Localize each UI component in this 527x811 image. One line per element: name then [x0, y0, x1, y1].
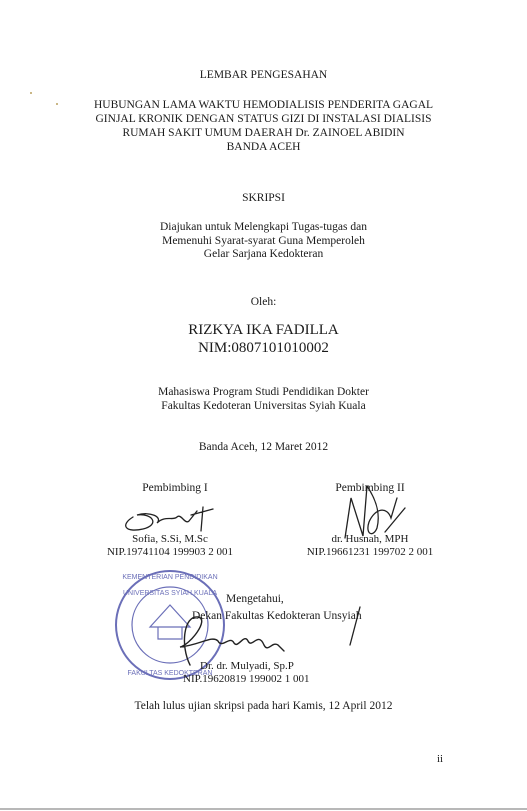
purpose-line: Memenuhi Syarat-syarat Guna Memperoleh	[162, 234, 365, 247]
author-nim: NIM:0807101010002	[198, 340, 329, 356]
passed-note: Telah lulus ujian skripsi pada hari Kamis, 12 April 2012	[134, 700, 393, 712]
place-date: Banda Aceh, 12 Maret 2012	[198, 441, 329, 453]
supervisor2-nip: NIP.19661231 199702 2 001	[306, 546, 434, 558]
document-type: SKRIPSI	[242, 192, 285, 204]
author-name: RIZKYA IKA FADILLA	[188, 322, 339, 338]
by-label: Oleh:	[250, 296, 277, 308]
scan-speck	[30, 92, 32, 94]
dean-nip: NIP.19620819 199002 1 001	[183, 673, 310, 685]
stamp-bottom-text: FAKULTAS KEDOKTERAN	[127, 670, 213, 677]
dean-name: Dr. dr. Mulyadi, Sp.P	[200, 660, 294, 672]
supervisor1-name: Sofia, S.Si, M.Sc	[132, 533, 208, 545]
supervisor1-nip: NIP.19741104 199903 2 001	[106, 546, 234, 558]
supervisor2-label: Pembimbing II	[335, 482, 405, 494]
supervisor1-signature	[115, 495, 225, 535]
title-line: RUMAH SAKIT UMUM DAERAH Dr. ZAINOEL ABIDIN	[122, 127, 405, 139]
supervisor1-label: Pembimbing I	[142, 482, 208, 494]
supervisor2-name: dr. Husnah, MPH	[331, 533, 409, 545]
purpose-line: Gelar Sarjana Kedokteran	[203, 248, 324, 260]
study-program	[0, 386, 527, 413]
purpose-line: Diajukan untuk Melengkapi Tugas-tugas dan	[160, 221, 367, 233]
program-line: Mahasiswa Program Studi Pendidikan Dokter	[158, 386, 369, 398]
page-number: ii	[437, 753, 444, 765]
title-line: BANDA ACEH	[226, 141, 301, 153]
thesis-title	[0, 98, 527, 154]
stamp-top-text: KEMENTERIAN PENDIDIKAN	[122, 574, 218, 581]
dean-position: Dekan Fakultas Kedokteran Unsyiah	[192, 610, 362, 622]
title-line: HUBUNGAN LAMA WAKTU HEMODIALISIS PENDERITA GAGAL	[93, 99, 434, 111]
stamp-university-text: UNIVERSITAS SYIAH KUALA	[122, 590, 218, 597]
program-line: Fakultas Kedoteran Universitas Syiah Kuala	[161, 399, 366, 412]
purpose-statement	[0, 221, 527, 262]
title-line: GINJAL KRONIK DENGAN STATUS GIZI DI INSTALASI DIALISIS	[95, 113, 432, 125]
page-heading: LEMBAR PENGESAHAN	[199, 69, 328, 81]
scan-edge-line	[0, 808, 527, 810]
acknowledged-label: Mengetahui,	[226, 593, 284, 605]
